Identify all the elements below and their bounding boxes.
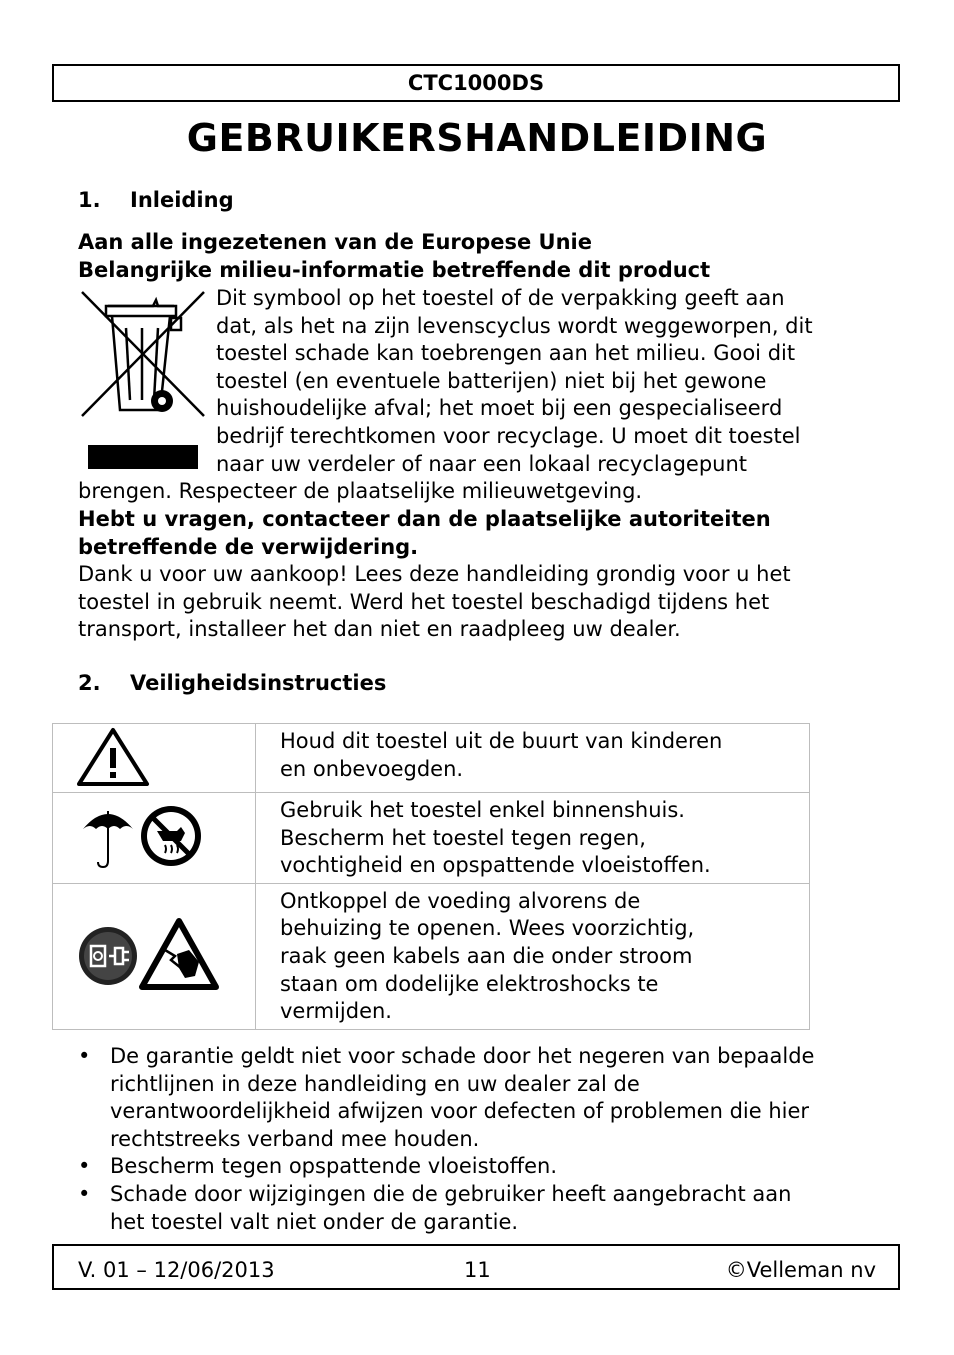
safety-line: raak geen kabels aan die onder stroom bbox=[280, 943, 693, 968]
weee-line: dat, als het na zijn levenscyclus wordt weggeworpen, dit bbox=[216, 313, 813, 338]
unplug-icon bbox=[79, 927, 137, 985]
thanks-line: transport, installeer het dan niet en raadpleeg uw dealer. bbox=[78, 617, 681, 642]
weee-bin-icon bbox=[78, 288, 208, 473]
bullet-line: rechtstreeks verband mee houden. bbox=[110, 1126, 480, 1151]
thanks-line: Dank u voor uw aankoop! Lees deze handleiding grondig voor u het bbox=[78, 562, 791, 586]
safety-line: vochtigheid en opspattende vloeistoffen. bbox=[280, 853, 711, 878]
weee-line: huishoudelijke afval; het moet bij een gespecialiseerd bbox=[216, 396, 783, 421]
icon-cell bbox=[53, 724, 256, 793]
list-item bbox=[78, 1153, 898, 1181]
version-date: V. 01 – 12/06/2013 bbox=[78, 1258, 275, 1282]
section-heading-veiligheid bbox=[78, 671, 386, 695]
weee-tail-line: brengen. Respecteer de plaatselijke milieuwetgeving. bbox=[78, 479, 643, 503]
electric-safety-icons bbox=[53, 884, 255, 1023]
section-heading-inleiding bbox=[78, 188, 234, 212]
eu-residents-line: Aan alle ingezetenen van de Europese Unie bbox=[78, 230, 592, 254]
weee-line: toestel (en eventuele batterijen) niet bij het gewone bbox=[216, 368, 767, 393]
safety-line: behuizing te openen. Wees voorzichtig, bbox=[280, 916, 695, 941]
bullet-line: • Bescherm tegen opspattende vloeistoffen. bbox=[110, 1154, 558, 1179]
warning-triangle-icon bbox=[53, 724, 255, 787]
bullet-line: het toestel valt niet onder de garantie. bbox=[110, 1209, 519, 1234]
electric-shock-icon bbox=[142, 921, 216, 987]
bullet-line: • Schade door wijzigingen die de gebruiker heeft aangebracht aan bbox=[110, 1181, 792, 1206]
table-row bbox=[53, 883, 810, 1029]
weee-line: bedrijf terechtkomen voor recyclage. U moet dit toestel bbox=[216, 423, 801, 448]
section-number: 2. bbox=[78, 671, 101, 695]
thanks-line: toestel in gebruik neemt. Werd het toestel beschadigd tijdens het bbox=[78, 589, 770, 614]
safety-table bbox=[52, 723, 810, 1030]
safety-line: staan om dodelijke elektroshocks te bbox=[280, 971, 659, 996]
text-cell bbox=[256, 724, 810, 793]
weee-line: naar uw verdeler of naar een lokaal recyclagepunt bbox=[216, 451, 748, 476]
weee-paragraph bbox=[216, 285, 876, 478]
section-number: 1. bbox=[78, 188, 101, 212]
safety-line: Bescherm het toestel tegen regen, bbox=[280, 825, 646, 850]
no-liquids-icon bbox=[141, 806, 201, 866]
text-cell bbox=[256, 883, 810, 1029]
table-row bbox=[53, 793, 810, 884]
weee-line: Dit symbool op het toestel of de verpakking geeft aan bbox=[216, 286, 785, 310]
page-footer bbox=[52, 1244, 900, 1290]
bullet-line: richtlijnen in deze handleiding en uw dealer zal de bbox=[110, 1071, 640, 1096]
model-number: CTC1000DS bbox=[407, 71, 545, 95]
safety-line: Ontkoppel de voeding alvorens de bbox=[280, 888, 641, 913]
environment-info-line: Belangrijke milieu-informatie betreffende dit product bbox=[78, 258, 711, 282]
indoor-use-icons bbox=[53, 793, 255, 877]
section-title: Veiligheidsinstructies bbox=[130, 671, 387, 695]
model-header bbox=[52, 64, 900, 102]
safety-line: Houd dit toestel uit de buurt van kinderen bbox=[280, 729, 723, 753]
copyright: ©Velleman nv bbox=[725, 1258, 876, 1282]
bullet-line: • De garantie geldt niet voor schade door het negeren van bepaalde bbox=[110, 1044, 815, 1068]
icon-cell bbox=[53, 793, 256, 884]
contact-authorities-line: betreffende de verwijdering. bbox=[78, 535, 419, 559]
safety-line: en onbevoegden. bbox=[280, 756, 464, 781]
section-title: Inleiding bbox=[130, 188, 234, 212]
list-item bbox=[78, 1043, 898, 1153]
table-row bbox=[53, 724, 810, 793]
icon-cell bbox=[53, 883, 256, 1029]
thanks-paragraph bbox=[78, 561, 791, 644]
umbrella-icon bbox=[83, 811, 133, 867]
warranty-bullets bbox=[78, 1043, 898, 1236]
text-cell bbox=[256, 793, 810, 884]
bullet-line: verantwoordelijkheid afwijzen voor defecten of problemen die hier bbox=[110, 1099, 810, 1124]
page-number: 11 bbox=[464, 1258, 491, 1282]
weee-line: toestel schade kan toebrengen aan het milieu. Gooi dit bbox=[216, 341, 796, 366]
page-title: GEBRUIKERSHANDLEIDING bbox=[186, 116, 768, 160]
safety-line: Gebruik het toestel enkel binnenshuis. bbox=[280, 798, 685, 822]
safety-line: vermijden. bbox=[280, 999, 392, 1024]
list-item bbox=[78, 1181, 898, 1236]
contact-authorities-line: Hebt u vragen, contacteer dan de plaatselijke autoriteiten bbox=[78, 507, 771, 531]
